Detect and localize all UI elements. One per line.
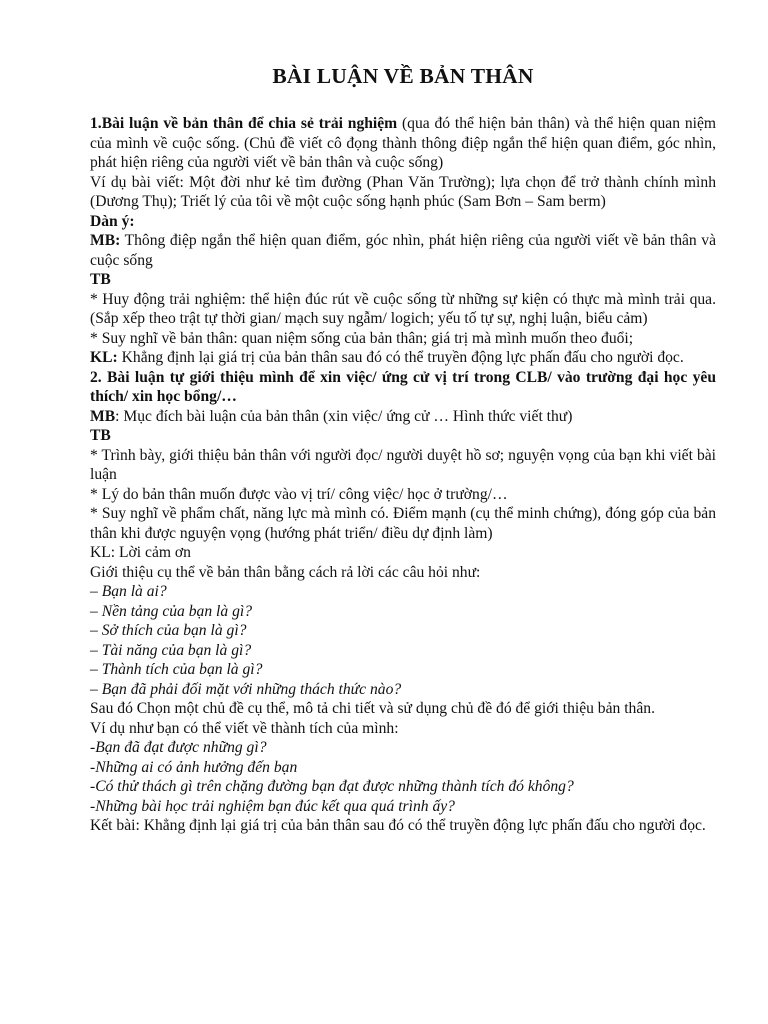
tb-label: TB (90, 271, 111, 288)
question-item (90, 680, 716, 700)
question-item (90, 582, 716, 602)
achievement-question-text: -Những ai có ảnh hưởng đến bạn (90, 758, 298, 776)
achievement-question (90, 797, 716, 817)
mb-label: MB: (90, 232, 121, 249)
section1-heading: 1.Bài luận về bản thân để chia sẻ trải nghiệm (90, 115, 398, 132)
section1-tb-item: * Suy nghĩ về bản thân: quan niệm sống của bản thân; giá trị mà mình muốn theo đuổi; (90, 329, 634, 347)
mb-text: : Mục đích bài luận của bản thân (xin việc/ ứng cử … Hình thức viết thư) (115, 407, 573, 425)
achievement-question (90, 738, 716, 758)
question-text: – Sở thích của bạn là gì? (90, 622, 247, 639)
section2-kl: KL: Lời cảm ơn (90, 544, 191, 561)
question-text: – Nền tảng của bạn là gì? (90, 602, 252, 620)
section1-example: Ví dụ bài viết: Một đời như kẻ tìm đường (Phan Văn Trường); lựa chọn để trở thành chính mình (Dương Thụ); Triết lý của tôi về một cuộc sống hạnh phúc (Sam Bơn – Sam berm) (90, 173, 716, 210)
achievement-question-text: -Có thử thách gì trên chặng đường bạn đạt được những thành tích đó không? (90, 778, 574, 795)
question-text: – Thành tích của bạn là gì? (90, 661, 263, 678)
achievement-question-text: -Bạn đã đạt được những gì? (90, 739, 267, 756)
achievement-question (90, 777, 716, 797)
question-text: – Bạn đã phải đối mặt với những thách thức nào? (90, 680, 402, 698)
section2-tb-item: * Trình bày, giới thiệu bản thân với người đọc/ người duyệt hồ sơ; nguyện vọng của bạn khi viết bài luận (90, 446, 716, 483)
kl-text: Khẳng định lại giá trị của bản thân sau đó có thể truyền động lực phấn đấu cho người đọc. (117, 349, 684, 366)
document-page (90, 62, 716, 836)
question-text: – Tài năng của bạn là gì? (90, 641, 252, 659)
section1-intro-text: (qua đó thể hiện bản thân) và thể hiện quan niệm của mình về cuộc sống. (Chủ đề viết cô đọng thành thông điệp ngắn thể hiện quan điểm, góc nhìn, phát hiện riêng của người viết về bản thân và cuộc sống) (90, 115, 716, 171)
mb-text: Thông điệp ngắn thể hiện quan điểm, góc nhìn, phát hiện riêng của người viết về bản thân và cuộc sống (90, 232, 716, 269)
section2-heading-text: 2. Bài luận tự giới thiệu mình để xin việc/ ứng cử vị trí trong CLB/ vào trường đại học yêu thích/ xin học bổng/… (90, 368, 716, 405)
topic-paragraph: Sau đó Chọn một chủ đề cụ thể, mô tả chi tiết và sử dụng chủ đề đó để giới thiệu bản thân. (90, 700, 655, 717)
section2-tb-item: * Suy nghĩ về phẩm chất, năng lực mà mình có. Điểm mạnh (cụ thể minh chứng), đóng góp của bản thân khi được nguyện vọng (hướng phát triển/ điều dự định làm) (90, 505, 716, 542)
section1-tb-item: * Huy động trải nghiệm: thể hiện đúc rút về cuộc sống từ những sự kiện có thực mà mình trải qua. (Sắp xếp theo trật tự thời gian/ mạch suy ngẫm/ logich; yếu tố tự sự, nghị luận, biểu cảm) (90, 290, 716, 327)
tb-label: TB (90, 427, 111, 444)
questions-intro: Giới thiệu cụ thể về bản thân bằng cách rả lời các câu hỏi như: (90, 563, 481, 581)
section2-tb-item: * Lý do bản thân muốn được vào vị trí/ công việc/ học ở trường/… (90, 485, 508, 503)
question-item (90, 602, 716, 622)
achievement-intro: Ví dụ như bạn có thể viết về thành tích của mình: (90, 719, 399, 737)
section1-kl (90, 348, 716, 368)
section2-mb (90, 407, 716, 427)
section2-tb-label (90, 426, 716, 446)
outline-label: Dàn ý: (90, 212, 135, 230)
section1-intro (90, 114, 716, 173)
question-text: – Bạn là ai? (90, 583, 167, 600)
section2-heading (90, 368, 716, 407)
section1-mb (90, 231, 716, 270)
kl-label: KL: (90, 349, 118, 366)
section1-outline-label (90, 212, 716, 232)
section1-tb-label (90, 270, 716, 290)
mb-label: MB (90, 407, 116, 425)
question-item (90, 660, 716, 680)
achievement-question (90, 758, 716, 778)
conclusion-paragraph: Kết bài: Khẳng định lại giá trị của bản thân sau đó có thể truyền động lực phấn đấu cho người đọc. (90, 817, 706, 834)
question-item (90, 621, 716, 641)
document-title: BÀI LUẬN VỀ BẢN THÂN (272, 64, 534, 88)
achievement-question-text: -Những bài học trải nghiệm bạn đúc kết qua quá trình ấy? (90, 797, 455, 815)
question-item (90, 641, 716, 661)
